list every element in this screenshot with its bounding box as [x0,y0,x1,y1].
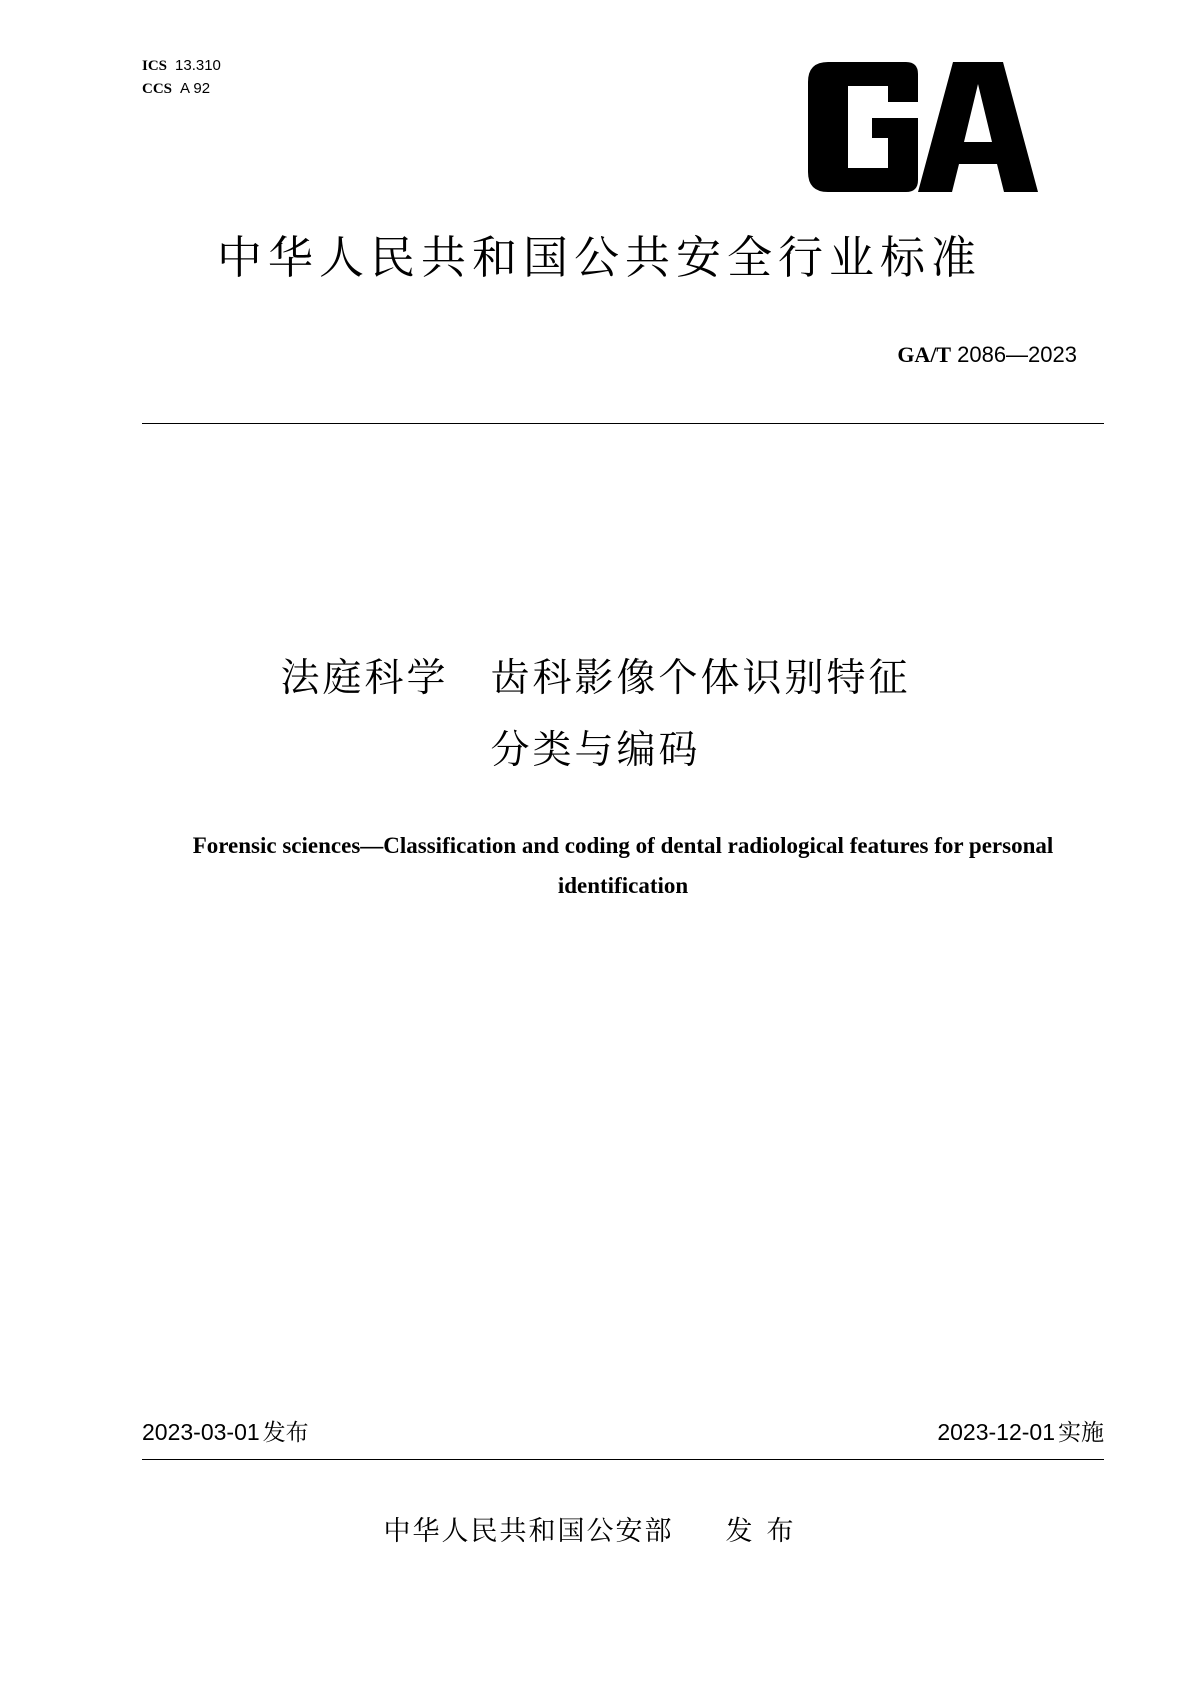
ccs-value: A 92 [180,80,211,97]
implement-date-block [937,1417,1104,1448]
ics-line [142,54,221,77]
issuer-organization: 中华人民共和国公安部 [383,1516,674,1547]
footer-divider [142,1459,1104,1460]
standard-category-title: 中华人民共和国公共安全行业标准 [216,231,982,284]
document-title-en: Forensic sciences—Classification and coding of dental radiological features for personal identification [192,833,1054,898]
ccs-label: CCS [142,81,173,97]
document-title-cn-line2: 分类与编码 [490,728,701,773]
implement-date: 2023-12-01 [937,1419,1055,1445]
classification-codes [142,54,221,100]
ga-logo-letter-a [918,62,1038,192]
header-divider [142,423,1104,424]
ga-logo-graphic [808,62,1038,192]
publish-date-block [142,1417,309,1448]
ics-value: 13.310 [175,57,221,74]
standard-number-prefix: GA/T [897,342,952,367]
ga-logo [808,62,1038,192]
implement-label: 实施 [1058,1420,1104,1446]
standard-number [897,340,1077,371]
document-title-cn-line1: 法庭科学 齿科影像个体识别特征 [280,656,911,701]
standard-number-value: 2086—2023 [957,342,1077,367]
ccs-line [142,77,221,100]
issuer-line [0,1512,1191,1552]
ics-label: ICS [142,58,168,74]
publish-date: 2023-03-01 [142,1419,260,1445]
publish-label: 发布 [262,1420,309,1446]
issuer-action: 发布 [725,1516,808,1547]
ga-logo-letter-g [808,62,918,192]
